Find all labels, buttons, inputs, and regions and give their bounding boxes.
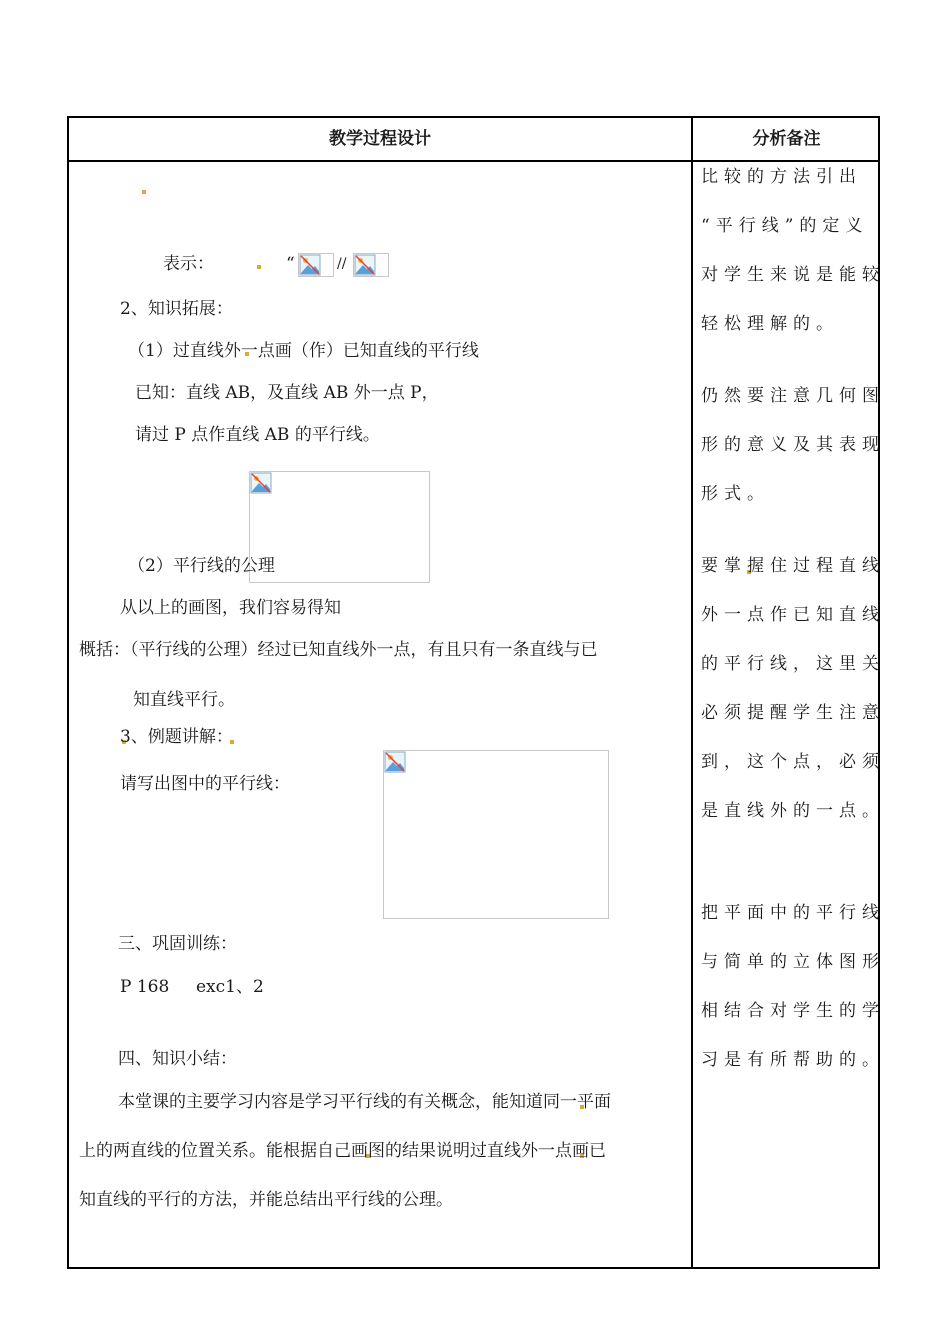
section-examples: 3、例题讲解： (120, 727, 233, 747)
note-line: 是直线外的一点。 (701, 801, 885, 821)
note-line: 与简单的立体图形 (701, 952, 885, 972)
note-line: 的平行线，这里关 (701, 654, 885, 674)
note-line: 形式。 (701, 484, 770, 504)
note-line: 形的意义及其表现 (701, 435, 885, 455)
summary-line-1: 概括：（平行线的公理）经过已知直线外一点，有且只有一条直线与已 (79, 640, 598, 660)
conclusion-line-3: 知直线的平行的方法，并能总结出平行线的公理。 (79, 1190, 453, 1210)
dot-marker (142, 190, 146, 194)
open-quote: “ (286, 254, 295, 274)
note-line: 外一点作已知直线 (701, 605, 885, 625)
construction-figure (249, 471, 430, 583)
line-image-1 (298, 253, 334, 277)
item-parallel-axiom: （2）平行线的公理 (128, 556, 275, 576)
from-drawing-text: 从以上的画图，我们容易得知 (120, 598, 341, 618)
note-line: “平行线”的定义 (701, 216, 869, 236)
section-knowledge-extension: 2、知识拓展： (120, 299, 233, 319)
note-line: 到，这个点，必须 (701, 752, 885, 772)
task-statement: 请过 P 点作直线 AB 的平行线。 (135, 425, 380, 445)
note-line: 仍然要注意几何图 (701, 386, 885, 406)
note-line: 习是有所帮助的。 (701, 1050, 885, 1070)
column-divider (691, 118, 693, 1267)
note-line: 比较的方法引出 (701, 167, 862, 187)
note-block-3 (701, 542, 885, 836)
note-block-2 (701, 372, 885, 519)
line-image-2 (353, 253, 389, 277)
item-draw-parallel: （1）过直线外一点画（作）已知直线的平行线 (128, 341, 479, 361)
note-block-4 (701, 889, 885, 1085)
broken-image-icon (299, 254, 321, 276)
section-practice: 三、巩固训练： (118, 934, 237, 954)
given-statement: 已知：直线 AB，及直线 AB 外一点 P， (135, 383, 439, 403)
note-line: 轻松理解的。 (701, 314, 839, 334)
example-prompt: 请写出图中的平行线： (120, 774, 290, 794)
section-summary: 四、知识小结： (118, 1049, 237, 1069)
broken-image-icon (384, 751, 406, 773)
note-line: 要掌握住过程直线 (701, 556, 885, 576)
parallel-symbol: // (337, 256, 347, 272)
dot-marker (257, 265, 261, 269)
note-line: 必须提醒学生注意 (701, 703, 885, 723)
example-figure (383, 750, 609, 919)
note-line: 相结合对学生的学 (701, 1001, 885, 1021)
header-teaching-process: 教学过程设计 (329, 129, 431, 149)
broken-image-icon (250, 472, 272, 494)
note-line: 把平面中的平行线 (701, 903, 885, 923)
header-analysis-notes: 分析备注 (752, 129, 821, 149)
summary-line-2: 知直线平行。 (133, 690, 235, 710)
broken-image-icon (354, 254, 376, 276)
note-line: 对学生来说是能较 (701, 265, 885, 285)
conclusion-line-2: 上的两直线的位置关系。能根据自己画图的结果说明过直线外一点画已 (79, 1141, 606, 1161)
note-block-1 (701, 153, 885, 349)
practice-exercise: exc1、2 (196, 977, 264, 997)
notation-label: 表示： (163, 254, 214, 274)
conclusion-line-1: 本堂课的主要学习内容是学习平行线的有关概念，能知道同一平面 (118, 1092, 611, 1112)
practice-page: P 168 (120, 977, 170, 997)
